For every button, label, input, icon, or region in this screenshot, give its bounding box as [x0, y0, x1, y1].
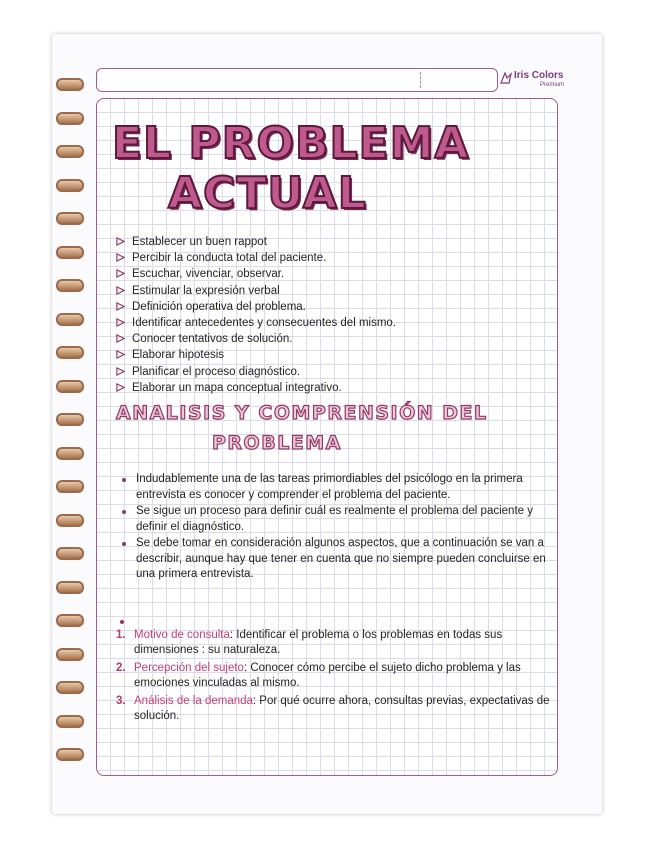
triangle-outline-icon	[116, 269, 125, 278]
spiral-ring	[56, 145, 84, 158]
list-item: Identificar antecedentes y consecuentes del mismo.	[116, 315, 536, 331]
list-item	[116, 661, 568, 691]
spiral-ring	[56, 112, 84, 125]
page-title-line1: EL PROBLEMA	[112, 118, 470, 169]
numbered-list	[116, 628, 568, 727]
spiral-ring	[56, 78, 84, 91]
spiral-ring	[56, 581, 84, 594]
list-item: Elaborar hipotesis	[116, 347, 536, 363]
list-item: Percibir la conducta total del paciente.	[116, 250, 536, 266]
bullet-list	[118, 472, 548, 584]
list-item: Establecer un buen rappot	[116, 234, 536, 250]
list-item	[116, 694, 568, 724]
spiral-ring	[56, 212, 84, 225]
item-text: : Conocer cómo percibe el sujeto dicho problema y las emociones vinculadas al mismo.	[134, 662, 521, 689]
spiral-ring	[56, 179, 84, 192]
header-divider	[420, 72, 421, 88]
triangle-outline-icon	[116, 237, 125, 246]
brand-name: Iris Colors	[514, 70, 564, 81]
list-item: Definición operativa del problema.	[116, 299, 536, 315]
header-field	[96, 68, 498, 92]
spiral-ring	[56, 681, 84, 694]
item-number: 3.	[116, 695, 126, 707]
spiral-ring	[56, 279, 84, 292]
triangle-outline-icon	[116, 350, 125, 359]
item-text: : Identificar el problema o los problemas en todas sus dimensiones : su naturaleza.	[134, 629, 503, 656]
spiral-ring	[56, 748, 84, 761]
item-number: 1.	[116, 629, 126, 641]
list-item: Conocer tentativos de solución.	[116, 331, 536, 347]
triangle-outline-icon	[116, 286, 125, 295]
spiral-ring	[56, 480, 84, 493]
spiral-ring	[56, 380, 84, 393]
spiral-ring	[56, 715, 84, 728]
section-heading-line2: PROBLEMA	[212, 432, 342, 454]
spiral-ring	[56, 447, 84, 460]
iris-leaf-icon	[500, 72, 512, 84]
brand-sub: Premium	[540, 82, 565, 88]
section-heading-line1: ANALISIS Y COMPRENSIÓN DEL	[116, 402, 488, 424]
triangle-outline-icon	[116, 318, 125, 327]
empty-bullet-dot	[120, 620, 124, 624]
spiral-ring	[56, 648, 84, 661]
steps-list	[116, 234, 536, 396]
brand	[500, 70, 570, 96]
item-number: 2.	[116, 662, 126, 674]
spiral-ring	[56, 413, 84, 426]
list-item: Estimular la expresión verbal	[116, 283, 536, 299]
spiral-ring	[56, 313, 84, 326]
item-term: Motivo de consulta	[134, 629, 230, 641]
list-item	[116, 628, 568, 658]
list-item: Se debe tomar en consideración algunos aspectos, que a continuación se van a describir, aunque hay que tener en cuenta que no siempre pueden concluirse en una primera entrevista.	[118, 536, 548, 583]
spiral-ring	[56, 346, 84, 359]
list-item: Elaborar un mapa conceptual integrativo.	[116, 380, 536, 396]
triangle-outline-icon	[116, 383, 125, 392]
spiral-binding	[56, 78, 78, 768]
item-term: Percepción del sujeto	[134, 662, 244, 674]
item-text: : Por qué ocurre ahora, consultas previas, expectativas de solución.	[134, 695, 550, 722]
spiral-ring	[56, 246, 84, 259]
page-title-line2: ACTUAL	[168, 168, 367, 219]
triangle-outline-icon	[116, 253, 125, 262]
item-term: Análisis de la demanda	[134, 695, 253, 707]
triangle-outline-icon	[116, 334, 125, 343]
spiral-ring	[56, 614, 84, 627]
triangle-outline-icon	[116, 367, 125, 376]
list-item: Indudablemente una de las tareas primordiables del psicólogo en la primera entrevista es conocer y comprender el problema del paciente.	[118, 472, 548, 503]
list-item: Planificar el proceso diagnóstico.	[116, 364, 536, 380]
triangle-outline-icon	[116, 302, 125, 311]
list-item: Se sigue un proceso para definir cuál es realmente el problema del paciente y definir el diagnóstico.	[118, 504, 548, 535]
list-item: Escuchar, vivenciar, observar.	[116, 266, 536, 282]
spiral-ring	[56, 514, 84, 527]
spiral-ring	[56, 547, 84, 560]
